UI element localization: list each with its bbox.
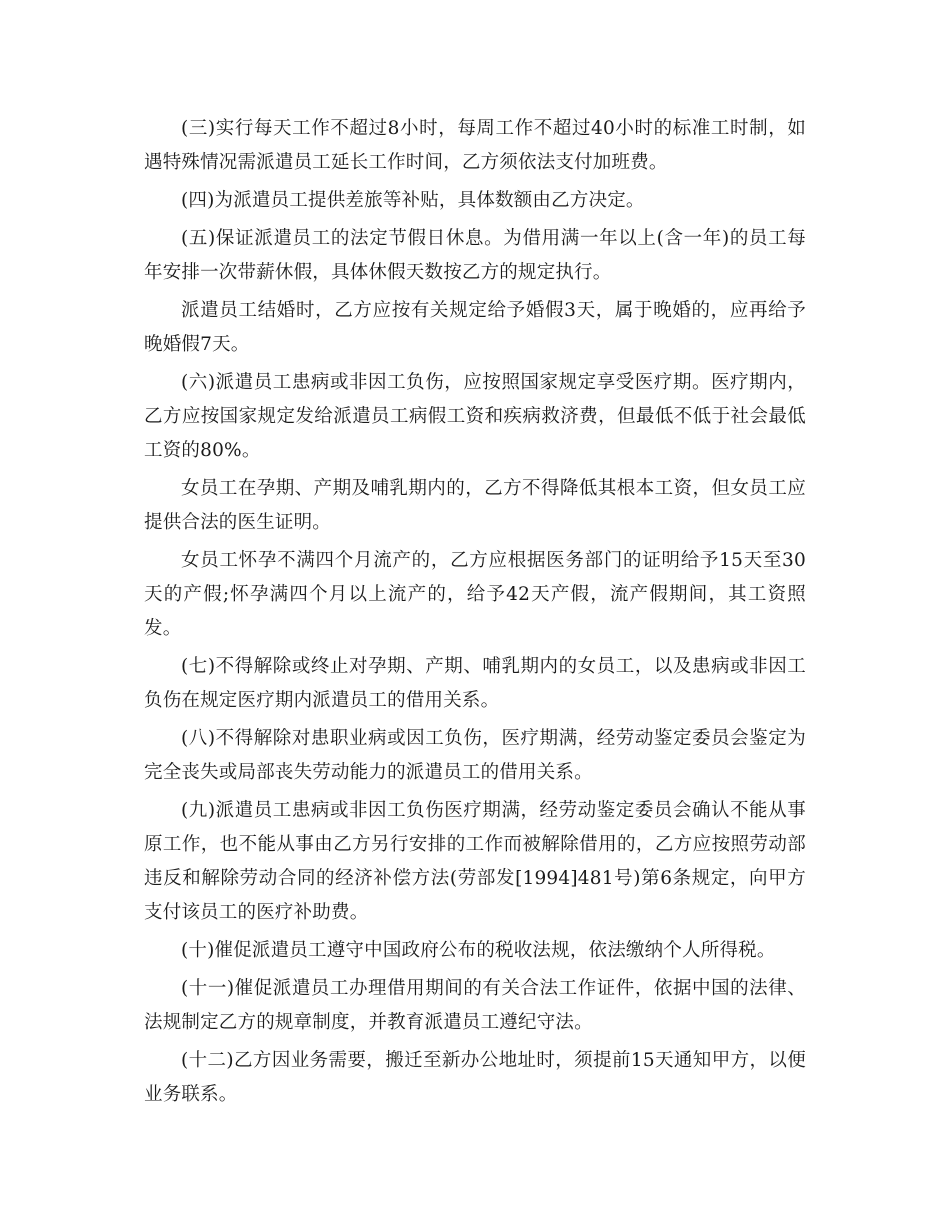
paragraph-marriage-leave: 派遣员工结婚时，乙方应按有关规定给予婚假3天，属于晚婚的，应再给予晚婚假7天。 — [144, 300, 806, 355]
document-body — [144, 112, 806, 1116]
paragraph-5-holidays: (五)保证派遣员工的法定节假日休息。为借用满一年以上(含一年)的员工每年安排一次带薪休假，具体休假天数按乙方的规定执行。 — [144, 228, 806, 283]
paragraph-10-tax: (十)催促派遣员工遵守中国政府公布的税收法规，依法缴纳个人所得税。 — [181, 940, 776, 961]
paragraph-6-medical-period: (六)派遣员工患病或非因工负伤，应按照国家规定享受医疗期。医疗期内，乙方应按国家规定发给派遣员工病假工资和疾病救济费，但最低不低于社会最低工资的80%。 — [144, 372, 806, 461]
paragraph-7-no-termination: (七)不得解除或终止对孕期、产期、哺乳期内的女员工，以及患病或非因工负伤在规定医疗期内派遣员工的借用关系。 — [144, 656, 806, 711]
paragraph-female-pregnancy-wage: 女员工在孕期、产期及哺乳期内的，乙方不得降低其根本工资，但女员工应提供合法的医生证明。 — [144, 478, 806, 533]
paragraph-miscarriage-leave: 女员工怀孕不满四个月流产的，乙方应根据医务部门的证明给予15天至30天的产假;怀孕满四个月以上流产的，给予42天产假，流产假期间，其工资照发。 — [144, 550, 806, 639]
paragraph-3-working-hours: (三)实行每天工作不超过8小时，每周工作不超过40小时的标准工时制，如遇特殊情况需派遣员工延长工作时间，乙方须依法支付加班费。 — [144, 118, 806, 173]
paragraph-12-relocation: (十二)乙方因业务需要，搬迁至新办公地址时，须提前15天通知甲方，以便业务联系。 — [144, 1050, 806, 1105]
paragraph-8-occupational-disease: (八)不得解除对患职业病或因工负伤，医疗期满，经劳动鉴定委员会鉴定为完全丧失或局部丧失劳动能力的派遣员工的借用关系。 — [144, 728, 806, 783]
paragraph-11-work-permits: (十一)催促派遣员工办理借用期间的有关合法工作证件，依据中国的法律、法规制定乙方的规章制度，并教育派遣员工遵纪守法。 — [144, 978, 806, 1033]
paragraph-4-allowance: (四)为派遣员工提供差旅等补贴，具体数额由乙方决定。 — [181, 190, 645, 211]
paragraph-9-medical-subsidy: (九)派遣员工患病或非因工负伤医疗期满，经劳动鉴定委员会确认不能从事原工作，也不能从事由乙方另行安排的工作而被解除借用的，乙方应按照劳动部违反和解除劳动合同的经济补偿方法(劳部发[1994]481号)第6条规定，向甲方支付该员工的医疗补助费。 — [144, 800, 806, 923]
